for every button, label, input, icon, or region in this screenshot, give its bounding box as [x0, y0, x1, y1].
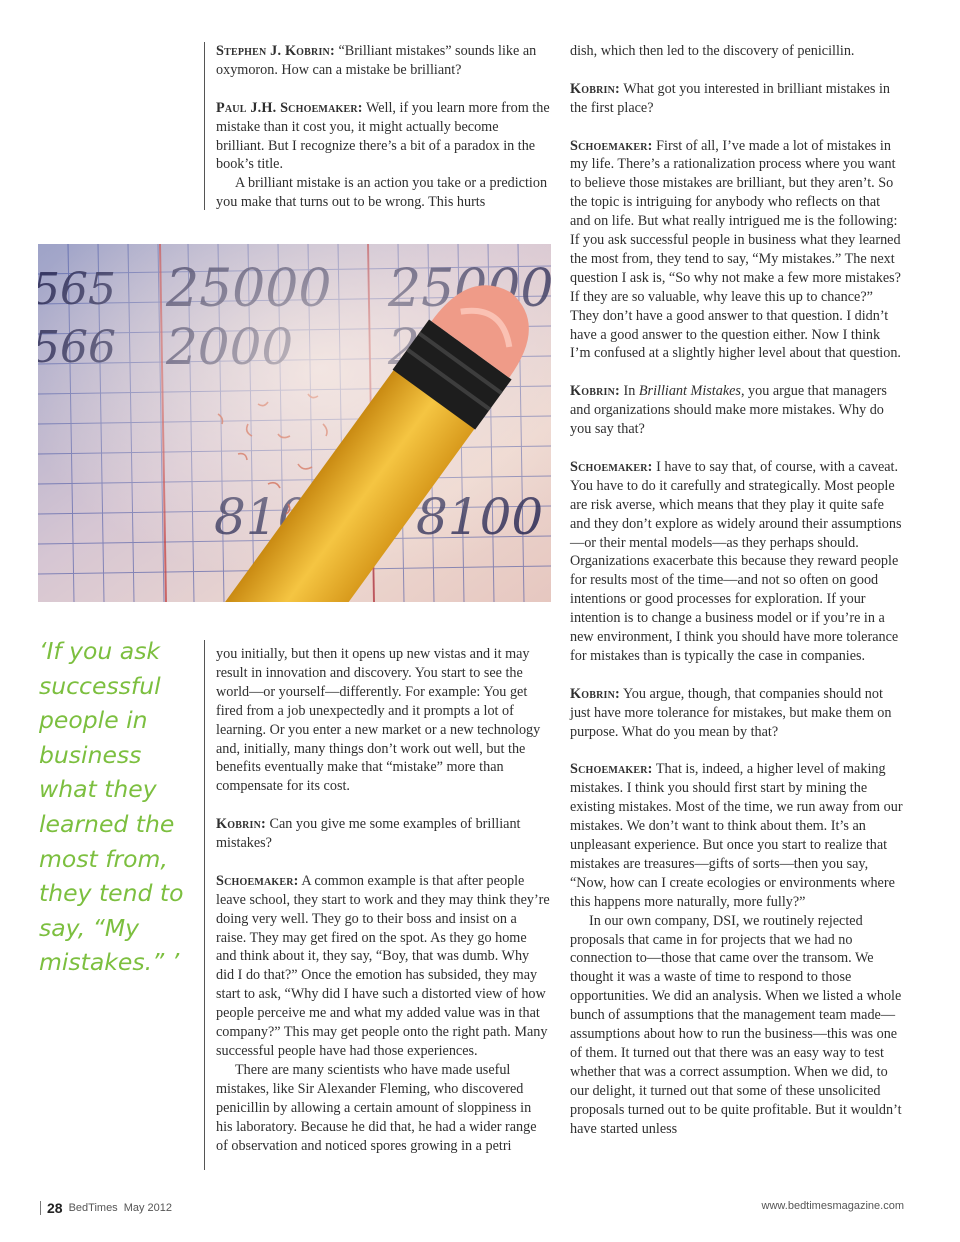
paragraph-definition: A brilliant mistake is an action you take or a prediction you make that turns out to be wrong. This hurts — [216, 175, 548, 211]
paragraph-dsi-example: In our own company, DSI, we routinely rejected proposals that came in for projects that we had no connection to—those that came over the transom. We thought it was a waste of time to respond to those opportunities. We did an analysis. When we listed a whole bunch of assumptions that the management team made—assumptions about how to run the business—this was one of them. It turned out that there was an easy way to test whether that was a correct assumption. When we did, to our delight, it turned out that some of these unsolicited proposals turned out to be quite profitable. But it wouldn’t have started unless — [570, 912, 902, 1137]
footer-divider — [40, 1201, 41, 1215]
article-column-middle — [216, 645, 550, 1155]
page-footer-left — [40, 1200, 172, 1216]
speaker-label: Schoemaker: — [570, 137, 653, 154]
paragraph-schoemaker-answer: Schoemaker: That is, indeed, a higher level of making mistakes. I think you should first start by mining the existing mistakes. Most of the time, we run away from our mistakes. We don’t want to think about them. It’s an unpleasant experience. But once you start to realize that mistakes are treasures—gifts of sorts—then you say, “Now, how can I create ecologies or environments where this happens more naturally, more fully?” — [570, 761, 903, 910]
magazine-name: BedTimes — [68, 1202, 118, 1214]
speaker-label: Schoemaker: — [570, 761, 653, 778]
speaker-label: Schoemaker: — [216, 872, 299, 889]
article-column-right — [570, 42, 904, 1138]
paragraph-schoemaker-answer: Schoemaker: I have to say that, of course, with a caveat. You have to do it carefully and strategically. Most people are risk averse, which means that they play it quite safe and they don’t explore as widely around their assumptions—or their mental models—as they perhaps should. Organizations exacerbate this because they reward people for results most of the time—and not so often on good intentions or good processes for exploration. If your intention is to change a business model or if you’re in a new environment, I think you should have more tolerance for mistakes than is typically the case in companies. — [570, 458, 902, 664]
website-url[interactable]: www.bedtimesmagazine.com — [761, 1200, 904, 1212]
speaker-label: Kobrin: — [570, 80, 620, 97]
paragraph-kobrin-question: Kobrin: In Brilliant Mistakes, you argue that managers and organizations should make more mistakes. Why do you say that? — [570, 383, 887, 438]
paragraph-fleming: There are many scientists who have made useful mistakes, like Sir Alexander Fleming, who discovered penicillin by allowing a certain amount of sloppiness in his laboratory. Because he did that, he had a wider range of observation and noticed spores growing in a petri — [216, 1061, 537, 1154]
page-number: 28 — [47, 1200, 63, 1216]
paragraph-continuation: dish, which then led to the discovery of penicillin. — [570, 43, 855, 59]
paragraph-kobrin-question: Stephen J. Kobrin: “Brilliant mistakes” sounds like an oxymoron. How can a mistake be brilliant? — [216, 43, 537, 78]
column-rule-top — [204, 42, 205, 210]
paragraph-kobrin-question: Kobrin: What got you interested in brilliant mistakes in the first place? — [570, 80, 890, 116]
speaker-label: Schoemaker: — [570, 458, 653, 475]
speaker-label: Stephen J. Kobrin: — [216, 43, 335, 59]
speaker-label: Kobrin: — [570, 383, 620, 400]
pull-quote: ‘If you ask successful people in business what they learned the most from, they tend to say, “My mistakes.” ’ — [39, 637, 184, 977]
paragraph-schoemaker-answer: Schoemaker: A common example is that after people leave school, they start to work and they may think they’re doing very well. They go to their boss and insist on a raise. They may get fired on the spot. As they go home and think about it, they say, “Boy, that was dumb. Why did I do that?” Once the emotion has subsided, they may start to ask, “Why did I have such a distorted view of how people perceive me and what my added value was in that company?” This may get people onto the right path. Many successful people have had those experiences. — [216, 872, 550, 1059]
pencil-eraser-photo — [38, 244, 551, 602]
column-rule-middle — [204, 640, 205, 1170]
issue-date: May 2012 — [123, 1202, 172, 1214]
paragraph-kobrin-question: Kobrin: You argue, though, that companies should not just have more tolerance for mistakes, but make them on purpose. What do you mean by that? — [570, 685, 892, 740]
paragraph-schoemaker-answer: Schoemaker: First of all, I’ve made a lot of mistakes in my life. There’s a rationalization process where you want to believe those mistakes are brilliant, but they aren’t. So the topic is intriguing for anybody who reflects on that and on life. But what really intrigued me is the following: If you ask successful people in business what they learned the most from, they tend to say, “My mistakes.” The next question I ask is, “So why not make a few more mistakes? If they are so valuable, why leave this up to chance?” They don’t have a good answer to that question. I didn’t have a good answer to the question either. Now I think I’m confused at a slightly higher level about that question. — [570, 137, 901, 362]
article-column-top — [216, 42, 550, 212]
paragraph-kobrin-question: Kobrin: Can you give me some examples of brilliant mistakes? — [216, 816, 521, 852]
paragraph-schoemaker-answer: Paul J.H. Schoemaker: Well, if you learn more from the mistake than it cost you, it might actually become brilliant. But I recognize there’s a bit of a paradox in the book’s title. — [216, 99, 550, 173]
speaker-label: Kobrin: — [216, 816, 266, 833]
speaker-label: Paul J.H. Schoemaker: — [216, 99, 363, 116]
ledger-illustration — [38, 244, 551, 602]
paragraph-continuation: you initially, but then it opens up new vistas and it may result in innovation and discovery. You start to see the world—or yourself—differently. For example: You get fired from a job unexpectedly and it prompts a lot of learning. Or you enter a new market or a new technology and, initially, many things don’t work out well, but the benefits eventually make that “mistake” more than compensate for its cost. — [216, 646, 541, 795]
speaker-label: Kobrin: — [570, 685, 620, 702]
book-title: Brilliant Mistakes — [638, 383, 741, 400]
